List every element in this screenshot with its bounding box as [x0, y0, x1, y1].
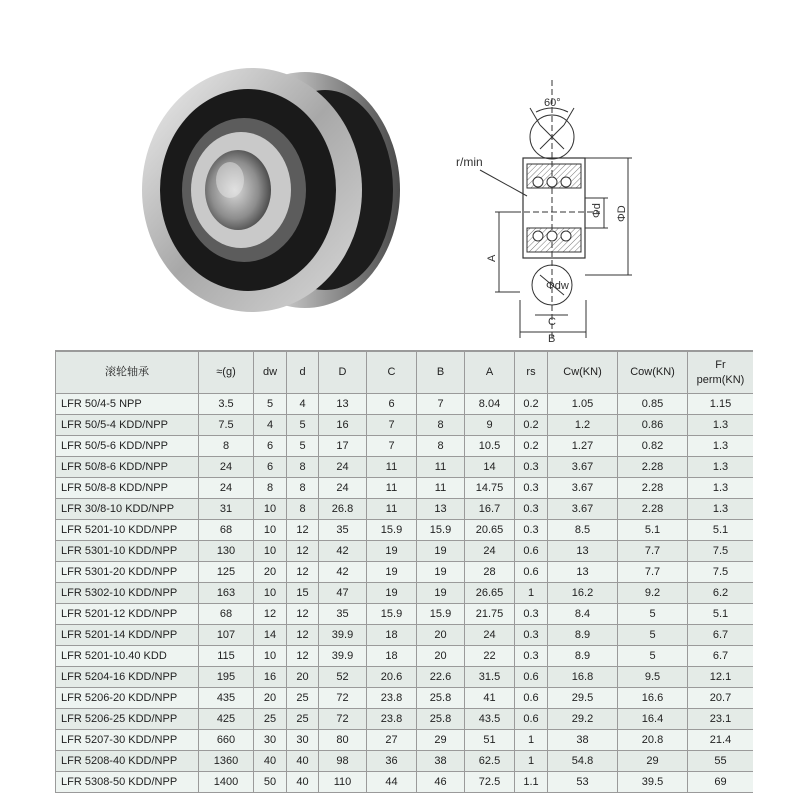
cell-rs: 0.3: [515, 478, 548, 499]
cell-fr-perm: 6.2: [688, 583, 754, 604]
cell-rs: 0.3: [515, 520, 548, 541]
cell-b: 13: [417, 499, 465, 520]
cell-d: 20: [287, 667, 319, 688]
cell-cw: 53: [548, 772, 618, 793]
cell-a: 72.5: [465, 772, 515, 793]
bore-diameter-label: Φd: [591, 203, 603, 218]
cell-cw: 16.8: [548, 667, 618, 688]
cell-weight: 163: [199, 583, 254, 604]
cell-cw: 16.2: [548, 583, 618, 604]
cell-cw: 8.9: [548, 625, 618, 646]
cell-rs: 0.2: [515, 394, 548, 415]
cell-model: LFR 5301-10 KDD/NPP: [56, 541, 199, 562]
cell-cow: 9.2: [618, 583, 688, 604]
cell-rs: 0.3: [515, 457, 548, 478]
cell-dw: 8: [254, 478, 287, 499]
cell-rs: 1: [515, 730, 548, 751]
cell-d: 25: [287, 688, 319, 709]
table-row: [56, 751, 754, 772]
cell-weight: 24: [199, 478, 254, 499]
cell-cw: 3.67: [548, 499, 618, 520]
cell-d: 8: [287, 457, 319, 478]
cell-model: LFR 50/5-6 KDD/NPP: [56, 436, 199, 457]
cell-dw: 10: [254, 646, 287, 667]
cell-fr-perm: 55: [688, 751, 754, 772]
cell-outer-d: 42: [319, 562, 367, 583]
cell-b: 19: [417, 583, 465, 604]
cell-dw: 10: [254, 499, 287, 520]
table-row: [56, 415, 754, 436]
cell-weight: 130: [199, 541, 254, 562]
header-outer-d: D: [319, 352, 367, 394]
cell-d: 12: [287, 646, 319, 667]
header-weight: ≈(g): [199, 352, 254, 394]
cell-cow: 5: [618, 604, 688, 625]
cell-model: LFR 5201-12 KDD/NPP: [56, 604, 199, 625]
cell-d: 40: [287, 751, 319, 772]
header-cw: Cw(KN): [548, 352, 618, 394]
cell-outer-d: 72: [319, 709, 367, 730]
table-row: [56, 688, 754, 709]
cell-fr-perm: 1.15: [688, 394, 754, 415]
cell-c: 23.8: [367, 688, 417, 709]
header-c: C: [367, 352, 417, 394]
cell-cw: 1.27: [548, 436, 618, 457]
cell-dw: 4: [254, 415, 287, 436]
cell-dw: 10: [254, 520, 287, 541]
cell-b: 29: [417, 730, 465, 751]
cell-fr-perm: 1.3: [688, 499, 754, 520]
cell-weight: 125: [199, 562, 254, 583]
cell-a: 16.7: [465, 499, 515, 520]
cell-a: 51: [465, 730, 515, 751]
cell-cow: 2.28: [618, 478, 688, 499]
cell-d: 8: [287, 478, 319, 499]
cell-rs: 1: [515, 583, 548, 604]
cell-d: 12: [287, 604, 319, 625]
cell-a: 62.5: [465, 751, 515, 772]
cell-c: 19: [367, 541, 417, 562]
cell-outer-d: 35: [319, 604, 367, 625]
c-dimension-label: C: [548, 316, 556, 328]
cell-dw: 50: [254, 772, 287, 793]
cell-weight: 195: [199, 667, 254, 688]
cell-c: 44: [367, 772, 417, 793]
table-row: [56, 436, 754, 457]
table-row: [56, 541, 754, 562]
cell-d: 12: [287, 520, 319, 541]
cell-cow: 20.8: [618, 730, 688, 751]
cell-a: 24: [465, 625, 515, 646]
cell-fr-perm: 23.1: [688, 709, 754, 730]
cell-b: 19: [417, 541, 465, 562]
cell-outer-d: 13: [319, 394, 367, 415]
cell-cow: 29: [618, 751, 688, 772]
ball-diameter-label: Φdw: [546, 280, 569, 292]
cell-rs: 0.2: [515, 436, 548, 457]
cell-model: LFR 50/8-8 KDD/NPP: [56, 478, 199, 499]
cell-fr-perm: 69: [688, 772, 754, 793]
cell-outer-d: 24: [319, 478, 367, 499]
cell-cw: 3.67: [548, 478, 618, 499]
cell-fr-perm: 1.3: [688, 457, 754, 478]
specs-table-container: [55, 350, 753, 808]
cell-cw: 29.2: [548, 709, 618, 730]
cell-weight: 24: [199, 457, 254, 478]
cell-model: LFR 30/8-10 KDD/NPP: [56, 499, 199, 520]
bearing-specs-table: [55, 351, 753, 793]
cell-weight: 3.5: [199, 394, 254, 415]
table-row: [56, 562, 754, 583]
cell-d: 15: [287, 583, 319, 604]
cell-c: 15.9: [367, 604, 417, 625]
cell-b: 20: [417, 625, 465, 646]
cell-outer-d: 72: [319, 688, 367, 709]
header-b: B: [417, 352, 465, 394]
cell-c: 19: [367, 562, 417, 583]
cell-d: 30: [287, 730, 319, 751]
cell-b: 22.6: [417, 667, 465, 688]
cell-outer-d: 110: [319, 772, 367, 793]
cell-b: 38: [417, 751, 465, 772]
cell-weight: 425: [199, 709, 254, 730]
cell-a: 14: [465, 457, 515, 478]
cell-model: LFR 5207-30 KDD/NPP: [56, 730, 199, 751]
cell-a: 8.04: [465, 394, 515, 415]
table-row: [56, 520, 754, 541]
cell-a: 9: [465, 415, 515, 436]
cell-c: 18: [367, 646, 417, 667]
radius-label: r/min: [456, 155, 483, 169]
cell-rs: 1.1: [515, 772, 548, 793]
cell-a: 24: [465, 541, 515, 562]
cell-fr-perm: 7.5: [688, 562, 754, 583]
cell-dw: 40: [254, 751, 287, 772]
header-cow: Cow(KN): [618, 352, 688, 394]
cell-b: 7: [417, 394, 465, 415]
cell-a: 31.5: [465, 667, 515, 688]
cell-fr-perm: 12.1: [688, 667, 754, 688]
cell-a: 26.65: [465, 583, 515, 604]
cell-outer-d: 16: [319, 415, 367, 436]
cell-model: LFR 5201-10 KDD/NPP: [56, 520, 199, 541]
b-dimension-label: B: [548, 333, 556, 345]
header-dw: dw: [254, 352, 287, 394]
cell-fr-perm: 1.3: [688, 478, 754, 499]
cell-c: 20.6: [367, 667, 417, 688]
cell-weight: 31: [199, 499, 254, 520]
cell-dw: 30: [254, 730, 287, 751]
cell-cw: 29.5: [548, 688, 618, 709]
cell-b: 20: [417, 646, 465, 667]
cell-weight: 1400: [199, 772, 254, 793]
cell-rs: 0.6: [515, 541, 548, 562]
cell-b: 25.8: [417, 709, 465, 730]
cell-rs: 1: [515, 751, 548, 772]
table-row: [56, 772, 754, 793]
cell-outer-d: 80: [319, 730, 367, 751]
cell-model: LFR 5206-25 KDD/NPP: [56, 709, 199, 730]
cell-a: 28: [465, 562, 515, 583]
cell-cw: 1.05: [548, 394, 618, 415]
cell-weight: 8: [199, 436, 254, 457]
cell-b: 8: [417, 415, 465, 436]
outer-diameter-label: ΦD: [616, 205, 628, 222]
cell-model: LFR 5308-50 KDD/NPP: [56, 772, 199, 793]
bearing-photo: [142, 68, 400, 312]
cell-weight: 660: [199, 730, 254, 751]
cell-d: 8: [287, 499, 319, 520]
table-row: [56, 394, 754, 415]
cell-cow: 2.28: [618, 457, 688, 478]
angle-label: 60°: [544, 97, 561, 109]
header-model: 滚轮轴承: [56, 352, 199, 394]
cell-cw: 8.9: [548, 646, 618, 667]
cell-cw: 3.67: [548, 457, 618, 478]
cell-c: 15.9: [367, 520, 417, 541]
cell-c: 27: [367, 730, 417, 751]
cell-outer-d: 39.9: [319, 646, 367, 667]
table-header-row: [56, 352, 754, 394]
cell-dw: 6: [254, 436, 287, 457]
cell-b: 25.8: [417, 688, 465, 709]
cell-b: 11: [417, 478, 465, 499]
cell-c: 36: [367, 751, 417, 772]
cell-cw: 54.8: [548, 751, 618, 772]
cell-dw: 12: [254, 604, 287, 625]
cell-b: 15.9: [417, 520, 465, 541]
cell-d: 12: [287, 562, 319, 583]
cell-cw: 13: [548, 562, 618, 583]
cell-model: LFR 5201-10.40 KDD: [56, 646, 199, 667]
cell-dw: 10: [254, 583, 287, 604]
cell-a: 14.75: [465, 478, 515, 499]
cell-cow: 2.28: [618, 499, 688, 520]
cell-c: 11: [367, 478, 417, 499]
cell-weight: 68: [199, 604, 254, 625]
cell-cw: 13: [548, 541, 618, 562]
cell-outer-d: 26.8: [319, 499, 367, 520]
table-row: [56, 667, 754, 688]
cell-c: 7: [367, 415, 417, 436]
table-row: [56, 709, 754, 730]
cell-model: LFR 5206-20 KDD/NPP: [56, 688, 199, 709]
cell-rs: 0.3: [515, 625, 548, 646]
cell-c: 23.8: [367, 709, 417, 730]
product-figure: [0, 0, 807, 350]
cell-dw: 14: [254, 625, 287, 646]
cell-model: LFR 5204-16 KDD/NPP: [56, 667, 199, 688]
cell-weight: 107: [199, 625, 254, 646]
table-row: [56, 457, 754, 478]
cell-c: 6: [367, 394, 417, 415]
cell-model: LFR 50/5-4 KDD/NPP: [56, 415, 199, 436]
cell-cw: 38: [548, 730, 618, 751]
cell-d: 12: [287, 541, 319, 562]
cell-c: 11: [367, 457, 417, 478]
cell-outer-d: 47: [319, 583, 367, 604]
cell-outer-d: 35: [319, 520, 367, 541]
table-row: [56, 730, 754, 751]
cell-model: LFR 5301-20 KDD/NPP: [56, 562, 199, 583]
cell-outer-d: 17: [319, 436, 367, 457]
cell-b: 19: [417, 562, 465, 583]
cell-b: 46: [417, 772, 465, 793]
cell-cow: 7.7: [618, 541, 688, 562]
cell-model: LFR 5201-14 KDD/NPP: [56, 625, 199, 646]
cell-cow: 7.7: [618, 562, 688, 583]
cell-c: 19: [367, 583, 417, 604]
cell-a: 21.75: [465, 604, 515, 625]
cell-model: LFR 5208-40 KDD/NPP: [56, 751, 199, 772]
cell-d: 40: [287, 772, 319, 793]
cell-outer-d: 52: [319, 667, 367, 688]
cell-cow: 9.5: [618, 667, 688, 688]
cell-fr-perm: 21.4: [688, 730, 754, 751]
cell-c: 7: [367, 436, 417, 457]
cell-cow: 39.5: [618, 772, 688, 793]
cell-fr-perm: 6.7: [688, 625, 754, 646]
cell-a: 22: [465, 646, 515, 667]
cell-rs: 0.3: [515, 499, 548, 520]
table-row: [56, 583, 754, 604]
cell-fr-perm: 20.7: [688, 688, 754, 709]
cell-cow: 5: [618, 625, 688, 646]
cell-fr-perm: 1.3: [688, 436, 754, 457]
table-row: [56, 625, 754, 646]
cell-cow: 0.82: [618, 436, 688, 457]
cell-dw: 6: [254, 457, 287, 478]
cell-cow: 16.4: [618, 709, 688, 730]
cross-section-drawing: [480, 80, 632, 340]
cell-d: 12: [287, 625, 319, 646]
cell-model: LFR 50/8-6 KDD/NPP: [56, 457, 199, 478]
table-row: [56, 499, 754, 520]
cell-rs: 0.3: [515, 604, 548, 625]
cell-rs: 0.6: [515, 562, 548, 583]
cell-fr-perm: 6.7: [688, 646, 754, 667]
cell-weight: 115: [199, 646, 254, 667]
cell-c: 11: [367, 499, 417, 520]
cell-cow: 5.1: [618, 520, 688, 541]
cell-rs: 0.6: [515, 709, 548, 730]
cell-weight: 68: [199, 520, 254, 541]
cell-dw: 5: [254, 394, 287, 415]
table-row: [56, 478, 754, 499]
cell-dw: 10: [254, 541, 287, 562]
cell-fr-perm: 1.3: [688, 415, 754, 436]
cell-cow: 0.86: [618, 415, 688, 436]
table-row: [56, 646, 754, 667]
cell-cw: 8.4: [548, 604, 618, 625]
cell-dw: 16: [254, 667, 287, 688]
cell-cow: 0.85: [618, 394, 688, 415]
cell-rs: 0.6: [515, 667, 548, 688]
header-a: A: [465, 352, 515, 394]
cell-fr-perm: 5.1: [688, 604, 754, 625]
cell-weight: 7.5: [199, 415, 254, 436]
cell-c: 18: [367, 625, 417, 646]
cell-rs: 0.6: [515, 688, 548, 709]
cell-dw: 25: [254, 709, 287, 730]
cell-a: 20.65: [465, 520, 515, 541]
cell-a: 41: [465, 688, 515, 709]
cell-d: 25: [287, 709, 319, 730]
cell-weight: 1360: [199, 751, 254, 772]
cell-b: 15.9: [417, 604, 465, 625]
cell-model: LFR 5302-10 KDD/NPP: [56, 583, 199, 604]
header-d: d: [287, 352, 319, 394]
cell-weight: 435: [199, 688, 254, 709]
cell-outer-d: 98: [319, 751, 367, 772]
cell-outer-d: 42: [319, 541, 367, 562]
header-fr-perm: Fr perm(KN): [688, 352, 754, 394]
cell-dw: 20: [254, 688, 287, 709]
cell-d: 5: [287, 436, 319, 457]
cell-fr-perm: 5.1: [688, 520, 754, 541]
cell-fr-perm: 7.5: [688, 541, 754, 562]
cell-a: 43.5: [465, 709, 515, 730]
cell-outer-d: 24: [319, 457, 367, 478]
cell-a: 10.5: [465, 436, 515, 457]
table-row: [56, 604, 754, 625]
cell-rs: 0.3: [515, 646, 548, 667]
header-rs: rs: [515, 352, 548, 394]
cell-dw: 20: [254, 562, 287, 583]
cell-cow: 16.6: [618, 688, 688, 709]
cell-cow: 5: [618, 646, 688, 667]
cell-d: 5: [287, 415, 319, 436]
cell-outer-d: 39.9: [319, 625, 367, 646]
cell-b: 8: [417, 436, 465, 457]
cell-rs: 0.2: [515, 415, 548, 436]
a-dimension-label: A: [486, 254, 498, 262]
cell-model: LFR 50/4-5 NPP: [56, 394, 199, 415]
cell-cw: 8.5: [548, 520, 618, 541]
cell-cw: 1.2: [548, 415, 618, 436]
cell-b: 11: [417, 457, 465, 478]
cell-d: 4: [287, 394, 319, 415]
